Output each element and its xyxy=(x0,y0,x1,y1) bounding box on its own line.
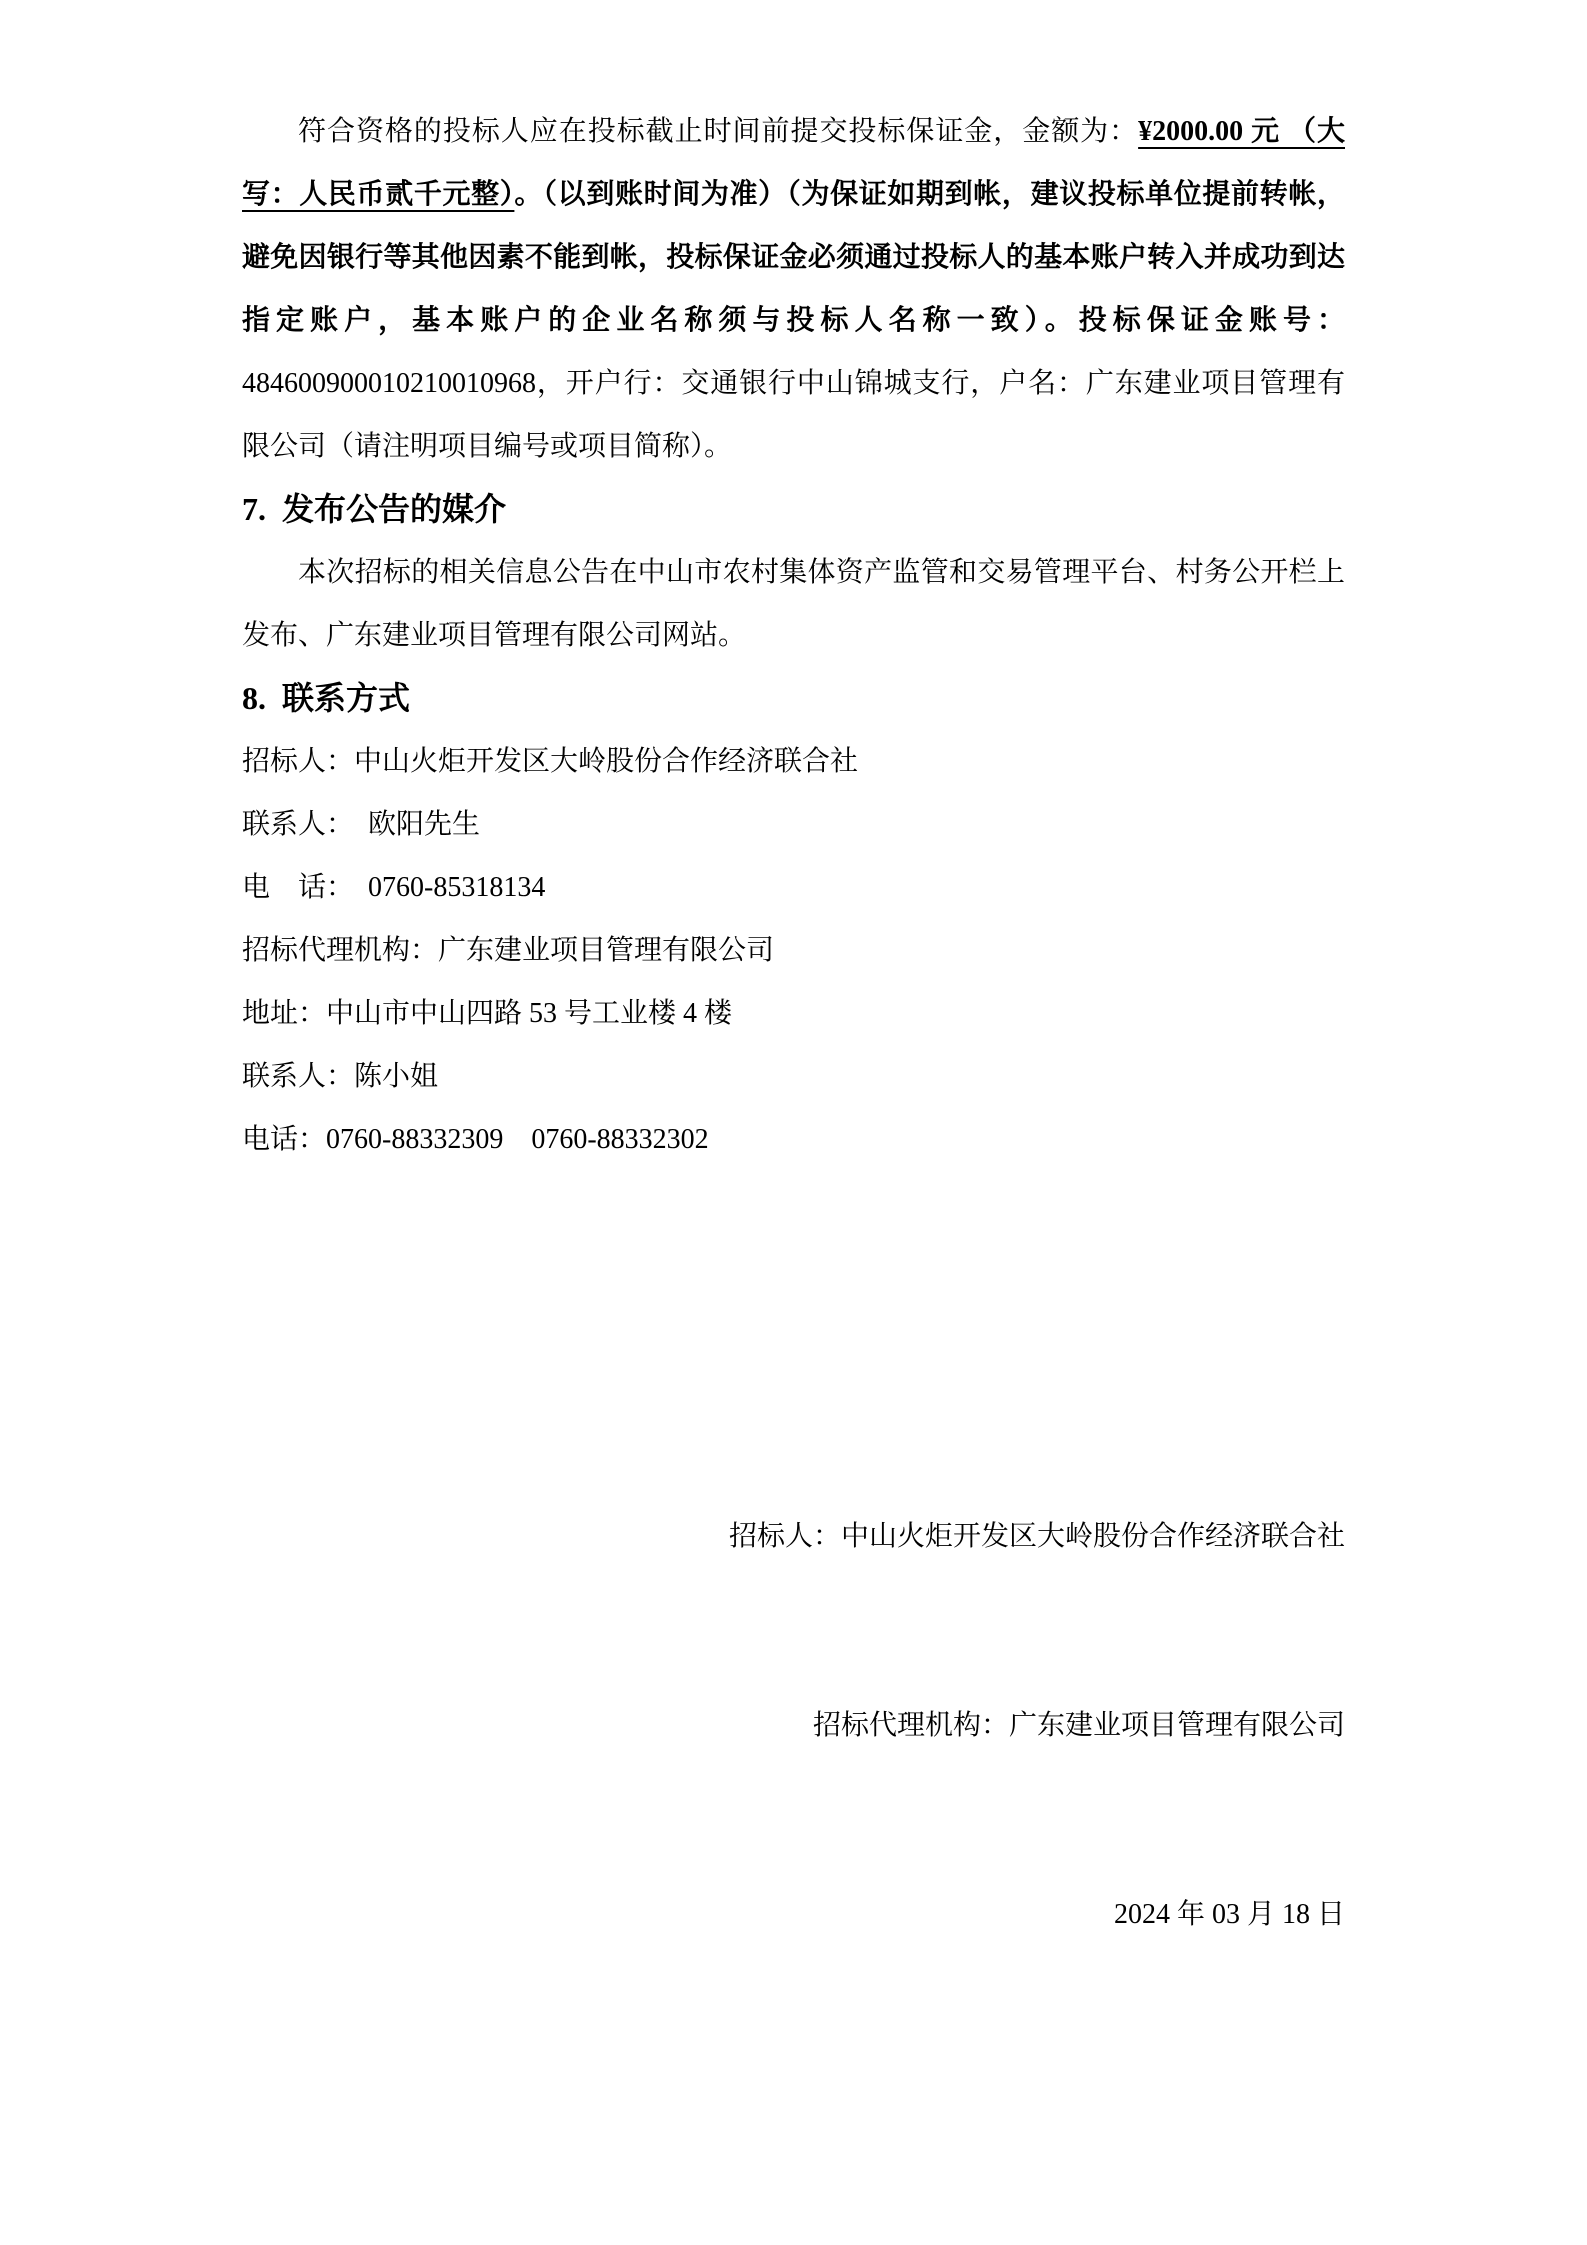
signature-date: 2024 年 03 月 18 日 xyxy=(1113,1899,1345,1930)
deposit-instructions-bold: 。（以到账时间为准）（为保证如期到帐，建议投标单位提前转帐，避免因银行等其他因素不能到帐，投标保证金必须通过投标人的基本账户转入并成功到达指定账户，基本账户的企业名称须与投标人名称一致）。投标保证金账号： xyxy=(242,179,1345,336)
contact-line-address: 地址：中山市中山四路 53 号工业楼 4 楼 xyxy=(242,998,733,1029)
contact-line-agency-contact: 联系人：陈小姐 xyxy=(242,1061,439,1092)
contact-line-agency: 招标代理机构：广东建业项目管理有限公司 xyxy=(242,935,775,966)
deposit-account-info: 484600900010210010968，开户行：交通银行中山锦城支行，户名：广东建业项目管理有限公司（请注明项目编号或项目简称）。 xyxy=(242,368,1345,462)
deposit-amount-underlined: ¥2000.00 元 （大写：人民币贰千元整） xyxy=(242,116,1345,210)
contact-line-contact-person: 联系人： 欧阳先生 xyxy=(242,809,481,840)
deposit-paragraph xyxy=(242,100,1345,478)
contact-line-tenderer: 招标人：中山火炬开发区大岭股份合作经济联合社 xyxy=(242,746,859,777)
signature-block xyxy=(729,1379,1345,2072)
signature-tenderer: 招标人：中山火炬开发区大岭股份合作经济联合社 xyxy=(728,1521,1345,1552)
section-7-paragraph: 本次招标的相关信息公告在中山市农村集体资产监管和交易管理平台、村务公开栏上发布、广东建业项目管理有限公司网站。 xyxy=(242,557,1345,651)
section-8-heading xyxy=(242,667,1345,730)
section-7-number: 7. xyxy=(242,491,266,527)
signature-agency: 招标代理机构：广东建业项目管理有限公司 xyxy=(812,1710,1345,1741)
section-7-heading xyxy=(242,478,1345,541)
contact-line-agency-phone: 电话：0760-88332309 0760-88332302 xyxy=(242,1124,709,1155)
contact-line-phone: 电 话： 0760-85318134 xyxy=(242,872,546,903)
section-8-title: 联系方式 xyxy=(282,680,411,716)
section-8-number: 8. xyxy=(242,680,266,716)
deposit-text-normal: 符合资格的投标人应在投标截止时间前提交投标保证金，金额为： xyxy=(298,116,1139,147)
contact-block xyxy=(242,730,1345,1171)
section-7-title: 发布公告的媒介 xyxy=(282,491,507,527)
document-body xyxy=(242,100,1345,1171)
